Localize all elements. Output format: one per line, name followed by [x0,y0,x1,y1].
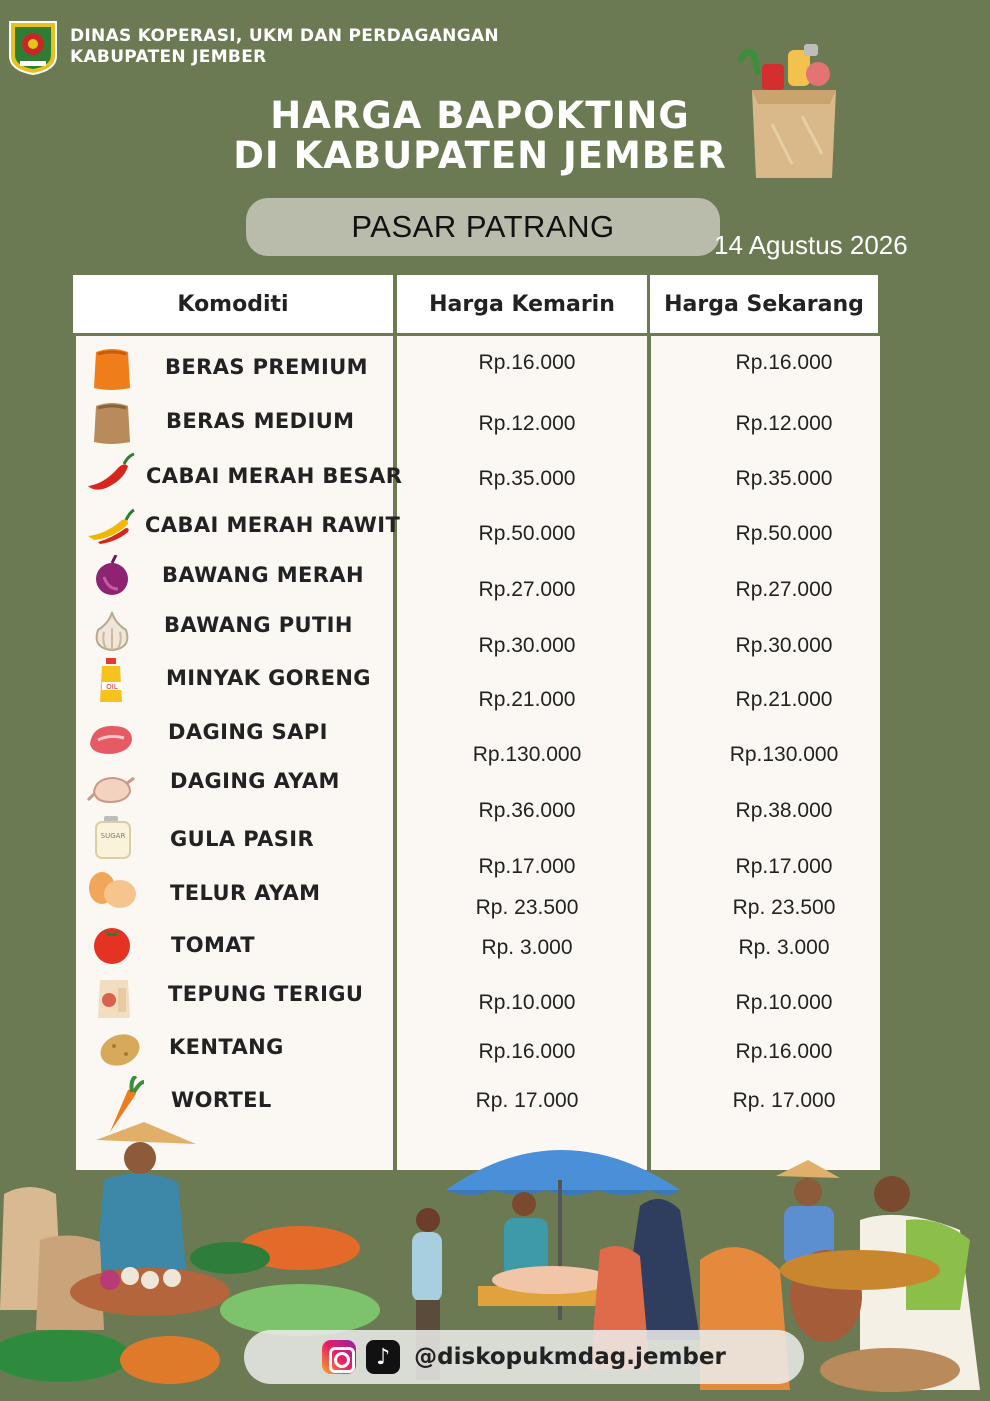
commodity-name: TEPUNG TERIGU [168,982,364,1006]
beef-icon [86,716,138,762]
price-today: Rp.12.000 [735,412,833,435]
commodity-name: CABAI MERAH BESAR [146,464,403,488]
commodity-name: DAGING AYAM [170,769,340,793]
potato-icon [94,1026,146,1072]
column-header-harga-kemarin: Harga Kemarin [397,275,647,333]
social-media-bar [244,1330,804,1384]
column-header-komoditi: Komoditi [73,275,393,333]
eggs-icon [86,868,138,914]
price-today: Rp.38.000 [735,799,833,822]
title-line-1: HARGA BAPOKTING [270,94,690,137]
social-handle[interactable]: @diskopukmdag.jember [414,1344,726,1370]
agency-line-1: DINAS KOPERASI, UKM DAN PERDAGANGAN [70,26,499,46]
red-chili-icon [84,450,136,496]
price-yesterday: Rp. 17.000 [475,1089,579,1112]
rice-sack-brown-icon [86,400,138,446]
commodity-name: BAWANG PUTIH [164,613,353,637]
price-yesterday: Rp.50.000 [478,522,576,545]
price-today: Rp.21.000 [735,688,833,711]
price-yesterday: Rp. 3.000 [481,936,573,959]
commodity-name: TELUR AYAM [170,881,321,905]
commodity-name: BERAS MEDIUM [166,409,355,433]
price-today: Rp.30.000 [735,634,833,657]
price-today: Rp.50.000 [735,522,833,545]
price-today: Rp. 23.500 [732,896,836,919]
tiktok-icon[interactable]: ♪ [366,1340,400,1374]
market-name-badge: PASAR PATRANG [246,198,720,256]
commodity-name: CABAI MERAH RAWIT [145,513,401,537]
sugar-jar-icon [88,814,140,860]
commodity-name: DAGING SAPI [168,720,328,744]
column-header-harga-sekarang: Harga Sekarang [650,275,878,333]
price-today: Rp.16.000 [735,351,833,374]
commodity-name: TOMAT [171,933,256,957]
price-yesterday: Rp.36.000 [478,799,576,822]
price-yesterday: Rp.17.000 [478,855,576,878]
price-yesterday: Rp.12.000 [478,412,576,435]
agency-name [70,26,499,68]
price-today: Rp.130.000 [729,743,839,766]
bird-chili-icon [84,502,136,548]
report-date: 14 Agustus 2026 [714,230,908,260]
svg-text:SUGAR: SUGAR [100,832,126,840]
price-yesterday: Rp.27.000 [478,578,576,601]
commodity-name: BAWANG MERAH [162,563,364,587]
price-yesterday: Rp.30.000 [478,634,576,657]
rice-sack-orange-icon [86,346,138,392]
flour-bag-icon [90,974,142,1020]
agency-line-2: KABUPATEN JEMBER [70,47,267,67]
svg-text:OIL: OIL [106,683,118,691]
price-today: Rp.27.000 [735,578,833,601]
jember-regency-logo [6,18,60,76]
cooking-oil-icon [88,658,140,704]
price-yesterday: Rp.10.000 [478,991,576,1014]
commodity-name: BERAS PREMIUM [165,355,368,379]
price-today: Rp.17.000 [735,855,833,878]
price-today: Rp.10.000 [735,991,833,1014]
page-title [200,96,760,176]
price-today: Rp.35.000 [735,467,833,490]
commodity-name: GULA PASIR [170,827,315,851]
commodity-name: WORTEL [171,1088,272,1112]
instagram-icon[interactable] [322,1340,356,1374]
price-yesterday: Rp.16.000 [478,351,576,374]
price-yesterday: Rp.21.000 [478,688,576,711]
price-yesterday: Rp. 23.500 [475,896,579,919]
price-yesterday: Rp.130.000 [472,743,582,766]
chicken-icon [86,764,138,810]
garlic-icon [88,608,140,654]
tomato-icon [88,920,140,966]
price-yesterday: Rp.16.000 [478,1040,576,1063]
commodity-name: MINYAK GORENG [166,666,371,690]
shallot-icon [88,555,140,601]
price-today: Rp. 17.000 [732,1089,836,1112]
title-line-2: DI KABUPATEN JEMBER [233,134,727,177]
grocery-bag-icon [732,44,852,184]
price-yesterday: Rp.35.000 [478,467,576,490]
commodity-name: KENTANG [169,1035,284,1059]
price-today: Rp. 3.000 [738,936,830,959]
price-today: Rp.16.000 [735,1040,833,1063]
